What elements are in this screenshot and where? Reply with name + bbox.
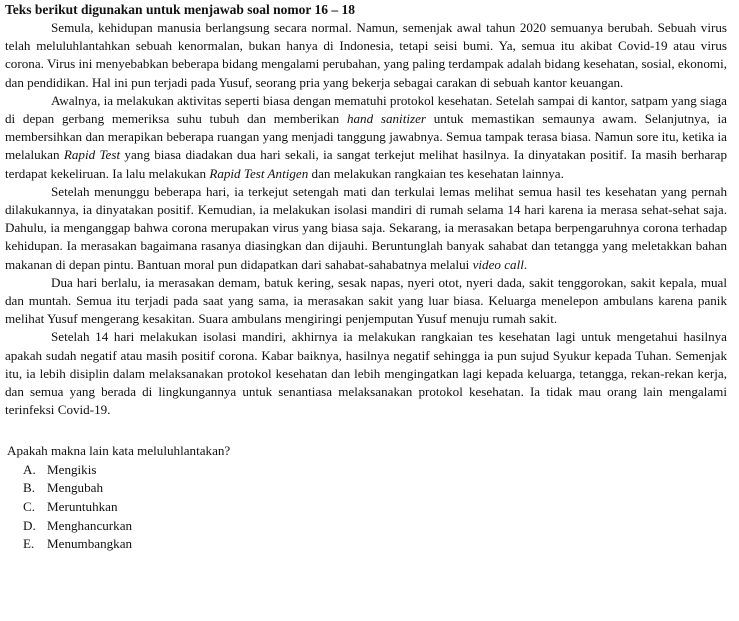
paragraph-3-text-a: Setelah menunggu beberapa hari, ia terkejut setengah mati dan terkulai lemas melihat semua hasil tes kesehatan yang pernah dilakukannya, ia dinyatakan positif. Kemudian, ia melakukan isolasi mandiri di rumah selama 14 hari karena ia merasa sehat-sehat saja. Dahulu, ia menganggap bahwa corona merupakan virus yang biasa saja. Sekarang, ia merasakan betapa berpengaruhnya corona terhadap kehidupan. Ia merasakan bagaimana rasanya diasingkan dan dijauhi. Beruntunglah banyak sahabat dan tetangga yang meletakkan bahan makanan di depan pintu. Bantuan moral pun didapatkan dari sahabat-sahabatnya melalui [5, 183, 727, 272]
option-e-letter: E. [23, 536, 35, 552]
paragraph-2-italic-hand-sanitizer: hand sanitizer [346, 111, 426, 127]
paragraph-3-italic-video-call: video call [472, 256, 524, 272]
option-b-letter: B. [23, 480, 36, 496]
option-b-text: Mengubah [47, 480, 104, 496]
option-a-text: Mengikis [47, 461, 97, 477]
option-d-text: Menghancurkan [47, 517, 133, 533]
question-text: Apakah makna lain kata meluluhlantakan? [7, 443, 231, 459]
paragraph-2 [5, 92, 727, 183]
paragraph-2-text-b: untuk memastikan semaunya awam. Selanjutnya, ia membersihkan dan merapikan beberapa ruangan yang menjadi tanggung jawabnya. Semua tampak terasa biasa. Namun sore itu, ketika ia melalukan [5, 111, 727, 163]
option-e[interactable] [5, 535, 727, 554]
option-e-text: Menumbangkan [47, 536, 133, 552]
option-c-letter: C. [23, 499, 36, 515]
paragraph-2-italic-rapid-test-antigen: Rapid Test Antigen [209, 165, 309, 181]
option-d[interactable] [5, 517, 727, 536]
paragraph-3 [5, 183, 727, 274]
paragraph-5: Setelah 14 hari melakukan isolasi mandiri, akhirnya ia melakukan rangkaian tes kesehatan lagi untuk mengetahui hasilnya apakah sudah negatif atau masih positif corona. Kabar baiknya, hasilnya negatif sehingga ia pun sujud Syukur kepada Tuhan. Semenjak itu, ia lebih disiplin dalam melaksanakan protokol kesehatan dan lebih mengingatkan lagi kepada keluarga, tetangga, rekan-rekan kerja, dan semua yang berada di lingkungannya untuk senantiasa melaksanakan protokol kesehatan. Ia tidak mau orang lain mengalami terinfeksi Covid-19. [5, 329, 727, 418]
paragraph-2-text-a: Awalnya, ia melakukan aktivitas seperti biasa dengan mematuhi protokol kesehatan. Setelah sampai di kantor, satpam yang siaga di depan gerbang memeriksa suhu tubuh dan memberikan [5, 92, 727, 127]
paragraph-3-text-b: . [523, 256, 528, 272]
paragraph-2-italic-rapid-test: Rapid Test [63, 147, 121, 163]
paragraph-1: Semula, kehidupan manusia berlangsung secara normal. Namun, semenjak awal tahun 2020 semuanya berubah. Sebuah virus telah meluluhlantahkan sebuah kenormalan, bukan hanya di Indonesia, tetapi seisi bumi. Ya, semua itu akibat Covid-19 atau virus corona. Virus ini menyebabkan beberapa bidang mengalami perubahan, yang paling terdampak adalah bidang kesehatan, sosial, ekonomi, dan pendidikan. Hal ini pun terjadi pada Yusuf, seorang pria yang bekerja sebagai carakan di sebuah kantor keuangan. [5, 20, 727, 90]
document-page [5, 1, 727, 554]
option-c[interactable] [5, 498, 727, 517]
option-a-letter: A. [23, 461, 36, 477]
paragraph-2-text-c: yang biasa diadakan dua hari sekali, ia sangat terkejut melihat hasilnya. Ia dinyatakan positif. Ia masih berharap terdapat kekeliruan. Ia lalu melakukan [5, 147, 727, 181]
paragraph-2-text-d: dan melakukan rangkaian tes kesehatan lainnya. [308, 165, 564, 181]
option-b[interactable] [5, 479, 727, 498]
paragraph-4: Dua hari berlalu, ia merasakan demam, batuk kering, sesak napas, nyeri otot, nyeri dada, sakit tenggorokan, sakit kepala, mual dan muntah. Semua itu terjadi pada saat yang sama, ia merasakan sakit yang luar biasa. Keluarga menelepon ambulans karena panik melihat Yusuf mengerang kesakitan. Suara ambulans mengiringi penjemputan Yusuf menuju rumah sakit. [5, 274, 727, 327]
passage-heading: Teks berikut digunakan untuk menjawab soal nomor 16 – 18 [5, 2, 355, 17]
option-a[interactable] [5, 461, 727, 480]
option-d-letter: D. [23, 517, 36, 533]
option-c-text: Meruntuhkan [47, 499, 118, 515]
answer-options [5, 461, 727, 555]
